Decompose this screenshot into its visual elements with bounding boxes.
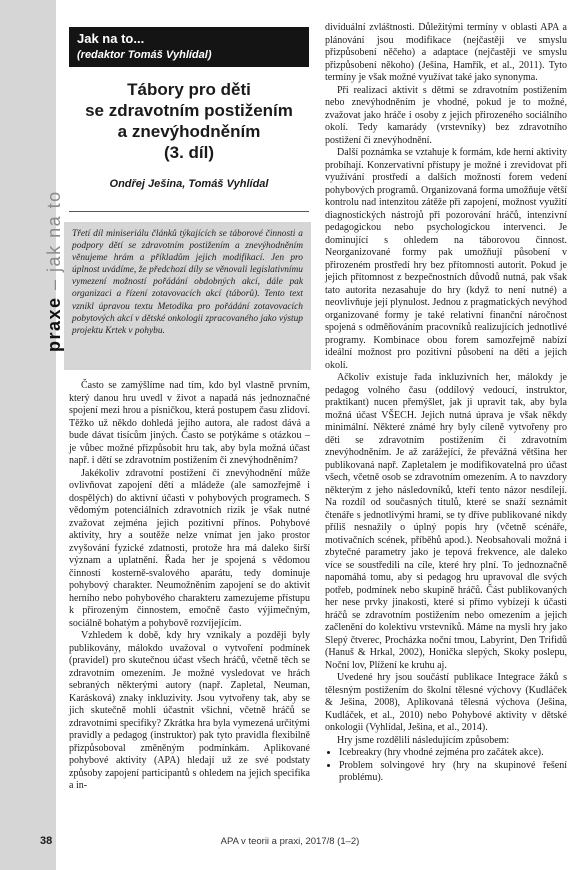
paragraph: Ačkoliv existuje řada inkluzivních her, málokdy je pedagog volného času (oddílový vedoucí, instruktor, praktikant) nucen přemýšlet, jak ji upravit tak, aby byla možná účast VŠECH. Jejich nutná úprava je však někdy minimální. Některé známé hry byly cíleně vytvořeny pro děti se zdravotním postižením či zdravotním znevýhodněním. Je až zarážející, že převážná většina her publikovaná např. Zapletalem je modifikovatelná pro účast všech, včetně osob se zdravotním omezením. A to navzdory některým z jeho následovníků, kteří tento názor nesdílejí. Na rozdíl od současných titulů, které se snaží seznámit čtenáře s jednotlivými hrami, se ty dříve publikované nikdy příliš nesnažily o úplný popis hry (včetně scénáře, motivačních scének, příběhů apod.). Neobsahovali možná i zbytečné parametry jako je tepová frekvence, ale daleko více se soustředili na cíle, které hry plní. To jednoznačně napomáhá tomu, aby si pedagog hru upravoval dle svých potřeb, podmínek nebo skupině hráčů. Část publikovaných her nese prvky jinakosti, které si přímo vybízejí k účasti hráčů se zdravotním postižením nebo omezením a jejich začlenění do kolektivu vrstevníků. Máme na mysli hry jako Slepý čtverec, Procházka noční tmou, Labyrint, Den Trifidů (Hanuš & Hrkal, 2002), Honička slepých, Skoky poslepu, Noční lov, Plížení ke kruhu aj. (325, 372, 567, 671)
list-item: • Problem solvingové hry (hry na skupinové řešení problému). (339, 760, 567, 785)
column-header-box (69, 27, 309, 67)
title-line: a znevýhodněním (117, 122, 261, 141)
game-category-list (325, 747, 567, 785)
left-column (69, 380, 310, 793)
article-title (69, 79, 309, 163)
paragraph: dividuální zvláštnosti. Důležitými termíny v oblasti APA a plánování jsou modifikace (nejčastěji ve smyslu přizpůsobení něčeho) a adaptace (nejčastěji ve smyslu přizpůsobení někoho) (Ješina, Hamřík, et al., 2011). Tyto termíny je však možné využívat také jako synonyma. (325, 22, 567, 83)
title-line: se zdravotním postižením (85, 101, 293, 120)
article-authors: Ondřej Ješina, Tomáš Vyhlídal (109, 178, 269, 190)
paragraph: Jakékoliv zdravotní postižení či znevýhodnění může ovlivňovat zapojení dětí a mládeže (ale samozřejmě i dospělých) do aktivní účasti v pohybových programech. S vědomým potenciálních zdravotních rizik je však nutné zvažovat zejména jejich pozitivní přínos. Pohybové aktivity, hry a soutěže nelze vnímat jen jako prostor zvyšování fyzické zdatnosti, protože hra má daleko širší význam a uplatnění. Řada her je spojená s vědomou činností kosterně-svalového aparátu, tedy dominuje pohybový charakter. Neumožněním zapojení se do aktivit herního nebo pohybového charakteru zamezujeme přístupu k přirozeným činnostem, emočně často výjimečným, sociálně bohatým a pohybově rozvíjejícím. (69, 467, 310, 629)
column-editor: (redaktor Tomáš Vyhlídal) (77, 49, 212, 61)
paragraph: Vzhledem k době, kdy hry vznikaly a později byly publikovány, málokdo uvažoval o vytvoření podmínek (pravidel) pro skutečnou účast všech hráčů, včetně těch se zdravotním omezením. Je možné vysledovat ve hrách sebraných některými autory (např. Zapletal, Neuman, Karásková) znaky inkluzivity. Jsou vytvořeny tak, aby se jich skutečně mohli účastnit všichni, včetně hráčů se zdravotními specifiky? Zkrátka hra byla vymezená určitými pravidly a pedagog (instruktor) pak tyto pravidla flexibilně přizpůsoboval změněným podmínkám. Aplikované pohybové aktivity (APA) hledají už ze své podstaty způsoby zapojení participantů s ohledem na jejich specifika a in- (69, 630, 310, 791)
article-abstract: Třetí díl miniseriálu článků týkajících se táborové činnosti a podpory dětí se zdravotním postižením a znevýhodněním věnujeme hrám a příkladům jejich modifikací. Jen pro úplnost uvádíme, že předchozí díly se věnovali legislativnímu vymezení možností pořádání obdobných akcí, dále pak organizaci a řízení zotavovacích akcí (táborů). Tento text vznikl úpravou textu Metodika pro pořádání zotavovacích pobytových akcí v dětské onkologii zpracovaného jako výstup projektu Krtek v pohybu. (64, 222, 311, 370)
paragraph: Uvedené hry jsou součástí publikace Integrace žáků s tělesným postižením do školní tělesné výchovy (Kudláček & Ješina, 2008), Aplikovaná tělesná výchova (Ješina, Kudláček, et al., 2010) nebo Pohybové aktivity v dětské onkologii (Vyhlídal, Ješina, et al., 2014). (325, 672, 567, 733)
paragraph: Hry jsme rozdělili následujícím způsobem: (337, 734, 510, 746)
title-line: Tábory pro děti (127, 80, 251, 99)
paragraph: Při realizaci aktivit s dětmi se zdravotním postižením nebo znevýhodněním je vhodné, pokud je to možné, zvažovat jako hráče i osoby z jejich přirozeného sociálního okolí. Tedy kamarády (vrstevníky) bez zdravotního postižení či znevýhodnění. (325, 84, 567, 146)
journal-footer: APA v teorii a praxi, 2017/8 (1–2) (220, 836, 360, 847)
section-sidebar (0, 0, 64, 870)
right-column (325, 22, 567, 785)
page-number: 38 (40, 835, 53, 847)
list-item: • Icebreakry (hry vhodné zejména pro začátek akce). (339, 747, 567, 760)
sidebar-section-label (44, 190, 65, 352)
paragraph: Často se zamýšlíme nad tím, kdo byl vlastně prvním, který danou hru uvedl v život a napadá nás jednoznačné spojení mezi hrou a písničkou, která postupem času zlidoví. Těžko už někdo dohledá jejího autora, ale radost dává a bude dávat tisícům jiných. Často se potýkáme s otázkou – je vůbec možné přizpůsobit hru tak, aby byla možná účast např. i dětí se zdravotním postižením či znevýhodněním? (69, 380, 310, 466)
paragraph: Další poznámka se vztahuje k formám, kde herní aktivity probíhají. Konzervativní přístupy je možné i zrevidovat při využívání prostředí a dalších možností forem vedení pohybových programů. Organizovaná forma umožňuje větší kontrolu nad intenzitou zátěže při zapojení, možnost využití diagnostických nástrojů při pozorování hráčů, intenzivní pedagogickou nebo psychologickou intervenci. Je dominující s ohledem na táborovou činnost. Neorganizované formy pak umožňují působení v přirozeném prostředí hry bez přítomnosti autorit. Pokud je jejich přítomnost z bezpečnostních důvodů nutná, pak však tato autorita nezasahuje do hry (když to není nutné) a neovlivňuje její plynulost. Jednou z pragmatických nevýhod organizované formy je také relativní finanční náročnost spojená s odměňováním pracovníků realizujících jednotlivé programy. Kombinace obou forem samozřejmě nabízí ideální možnost pro pozitivní působení na děti a jejich okolí. (325, 147, 567, 371)
sidebar-separator: – (44, 271, 64, 297)
sidebar-subsection: jak na to (44, 190, 64, 272)
sidebar-section: praxe (44, 296, 64, 352)
column-name: Jak na to... (77, 31, 145, 46)
title-line: (3. díl) (163, 143, 215, 162)
divider (69, 211, 309, 212)
